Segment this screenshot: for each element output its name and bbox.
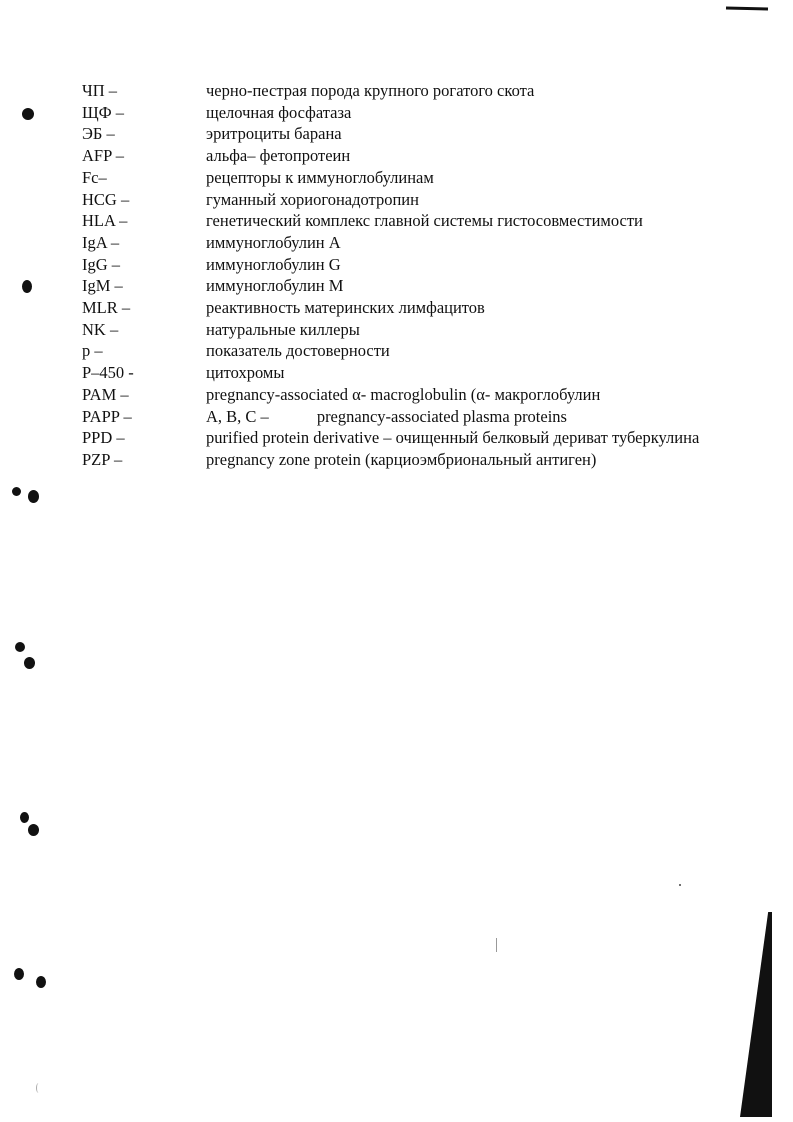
abbreviation-list [82, 80, 712, 471]
abbreviation-definition: гуманный хориогонадотропин [206, 189, 419, 209]
punch-hole-mark [20, 812, 29, 823]
punch-hole-mark [22, 108, 34, 120]
scan-edge-shadow [740, 912, 772, 1117]
abbreviation-row [82, 102, 712, 124]
abbreviation-row [82, 384, 712, 406]
abbreviation-definition: иммуноглобулин G [206, 254, 341, 274]
abbreviation-row [82, 319, 712, 341]
punch-hole-mark [14, 968, 24, 980]
abbreviation-definition [206, 406, 712, 428]
punch-hole-mark [28, 490, 39, 503]
abbreviation-term: ЩФ – [82, 102, 125, 122]
abbreviation-definition-prefix: A, B, C – [206, 406, 269, 426]
abbreviation-definition: pregnancy zone protein (карциоэмбриональный антиген) [206, 449, 597, 469]
abbreviation-row [82, 145, 712, 167]
abbreviation-term: PZP – [82, 449, 123, 469]
punch-hole-mark [15, 642, 25, 652]
abbreviation-row [82, 167, 712, 189]
abbreviation-row [82, 254, 712, 276]
scan-mark [496, 938, 497, 952]
abbreviation-term: IgM – [82, 276, 123, 296]
abbreviation-term: IgG – [82, 254, 121, 274]
abbreviation-term: AFP – [82, 146, 125, 166]
abbreviation-definition: pregnancy-associated α- macroglobulin (α- макроглобулин [206, 384, 601, 404]
punch-hole-mark [22, 280, 32, 293]
punch-hole-mark [24, 657, 35, 669]
abbreviation-row [82, 210, 712, 232]
abbreviation-definition: эритроциты барана [206, 124, 342, 144]
abbreviation-row [82, 427, 712, 449]
punch-hole-mark [36, 976, 46, 988]
abbreviation-row [82, 275, 712, 297]
abbreviation-definition: щелочная фосфатаза [206, 102, 352, 122]
abbreviation-term: p – [82, 341, 103, 361]
abbreviation-definition: цитохромы [206, 363, 285, 383]
abbreviation-definition: рецепторы к иммуноглобулинам [206, 167, 434, 187]
scan-edge-line [726, 6, 768, 10]
abbreviation-row [82, 80, 712, 102]
abbreviation-row [82, 340, 712, 362]
abbreviation-term: NK – [82, 319, 119, 339]
abbreviation-row [82, 362, 712, 384]
abbreviation-term: PPD – [82, 428, 125, 448]
abbreviation-term: P–450 - [82, 363, 134, 383]
abbreviation-definition: альфа– фетопротеин [206, 146, 351, 166]
abbreviation-definition: иммуноглобулин А [206, 232, 341, 252]
abbreviation-row [82, 449, 712, 471]
abbreviation-row [82, 297, 712, 319]
abbreviation-term: ЭБ – [82, 124, 115, 144]
scan-speck [679, 884, 681, 886]
punch-hole-mark [28, 824, 39, 836]
abbreviation-row [82, 232, 712, 254]
scan-mark [36, 1083, 41, 1093]
abbreviation-term: IgA – [82, 232, 120, 252]
abbreviation-definition-text: pregnancy-associated plasma proteins [316, 406, 567, 426]
abbreviation-term: PAM – [82, 384, 129, 404]
abbreviation-row [82, 189, 712, 211]
abbreviation-row [82, 406, 712, 428]
abbreviation-definition: генетический комплекс главной системы гистосовместимости [206, 211, 643, 231]
abbreviation-definition: иммуноглобулин М [206, 276, 344, 296]
abbreviation-definition: purified protein derivative – очищенный белковый дериват туберкулина [206, 428, 700, 448]
abbreviation-term: MLR – [82, 298, 131, 318]
punch-hole-mark [12, 487, 21, 496]
abbreviation-definition: показатель достоверности [206, 341, 390, 361]
abbreviation-definition: реактивность материнских лимфацитов [206, 298, 485, 318]
abbreviation-term: HCG – [82, 189, 130, 209]
abbreviation-definition: натуральные киллеры [206, 319, 360, 339]
abbreviation-term: HLA – [82, 211, 128, 231]
abbreviation-row [82, 123, 712, 145]
abbreviation-term: Fc– [82, 167, 107, 187]
abbreviation-term: ЧП – [82, 81, 118, 100]
abbreviation-term: PAPP – [82, 406, 132, 426]
abbreviation-definition: черно-пестрая порода крупного рогатого скота [206, 81, 535, 100]
